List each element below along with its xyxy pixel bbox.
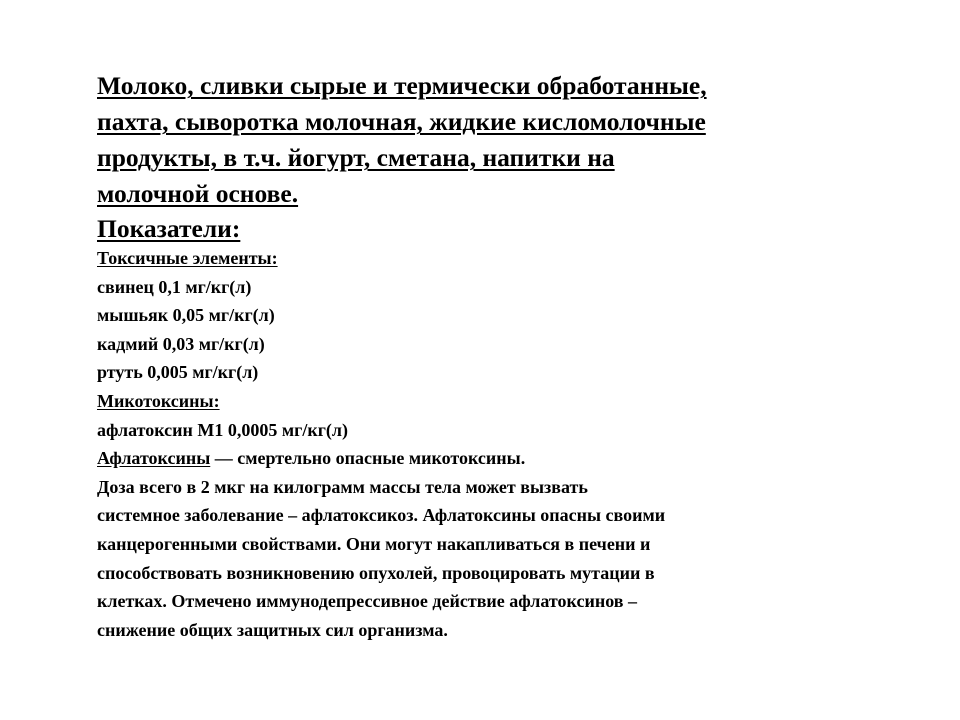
aflatoxins-paragraph-line: канцерогенными свойствами. Они могут накапливаться в печени и — [97, 533, 651, 554]
aflatoxins-term: Афлатоксины — [97, 448, 211, 469]
toxic-item-arsenic: мышьяк 0,05 мг/кг(л) — [97, 305, 275, 326]
slide-content — [97, 68, 917, 644]
title-line: молочной основе. — [97, 179, 299, 208]
slide-body — [97, 244, 917, 644]
slide-title — [97, 68, 917, 212]
title-line: пахта, сыворотка молочная, жидкие кисломолочные — [97, 107, 706, 136]
indicators-heading: Показатели: — [97, 214, 241, 243]
toxic-item-mercury: ртуть 0,005 мг/кг(л) — [97, 362, 259, 383]
aflatoxins-paragraph-line: Доза всего в 2 мкг на килограмм массы тела может вызвать — [97, 476, 588, 497]
aflatoxins-definition — [97, 444, 917, 473]
aflatoxins-paragraph-line: способствовать возникновению опухолей, провоцировать мутации в — [97, 562, 655, 583]
mycotoxins-label: Микотоксины: — [97, 390, 220, 411]
toxic-item-lead: свинец 0,1 мг/кг(л) — [97, 276, 252, 297]
aflatoxins-paragraph-line: клетках. Отмечено иммунодепрессивное действие афлатоксинов – — [97, 591, 637, 612]
mycotoxin-item-aflatoxin-m1: афлатоксин М1 0,0005 мг/кг(л) — [97, 419, 348, 440]
aflatoxins-paragraph-line: системное заболевание – афлатоксикоз. Афлатоксины опасны своими — [97, 505, 666, 526]
aflatoxins-paragraph-line: снижение общих защитных сил организма. — [97, 619, 448, 640]
toxic-item-cadmium: кадмий 0,03 мг/кг(л) — [97, 333, 265, 354]
title-line: продукты, в т.ч. йогурт, сметана, напитки на — [97, 143, 615, 172]
aflatoxins-definition-text: — смертельно опасные микотоксины. — [210, 448, 526, 469]
toxic-elements-label: Токсичные элементы: — [97, 248, 278, 268]
title-line: Молоко, сливки сырые и термически обработанные, — [97, 71, 707, 100]
